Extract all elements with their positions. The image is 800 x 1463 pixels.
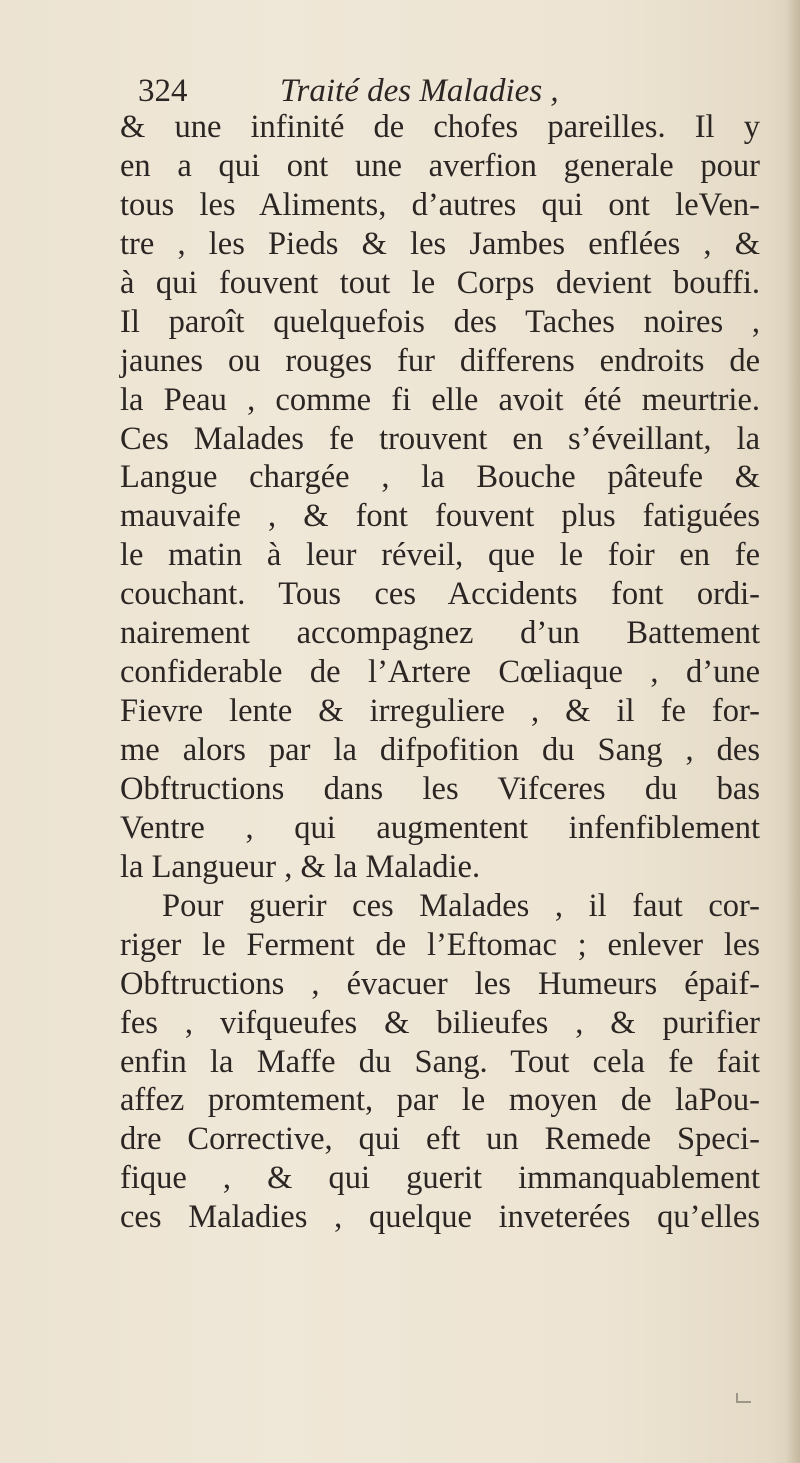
text-line: dre Corrective, qui eft un Remede Speci- xyxy=(120,1121,760,1158)
page-number: 324 xyxy=(138,73,188,109)
text-line: confiderable de l’Artere Cœliaque , d’une xyxy=(120,654,760,691)
text-line: fique , & qui guerit immanquablement xyxy=(120,1160,760,1197)
text-line: Obftructions dans les Vifceres du bas xyxy=(120,770,760,807)
body-text xyxy=(120,108,760,1237)
text-line: le matin à leur réveil, que le foir en fe xyxy=(120,537,760,574)
text-line: mauvaife , & font fouvent plus fatiguées xyxy=(120,498,760,535)
text-line: & une infinité de chofes pareilles. Il y xyxy=(120,109,760,145)
text-line: fes , vifqueufes & bilieufes , & purifier xyxy=(120,1004,760,1041)
page-edge-shadow xyxy=(786,0,800,1463)
text-line: couchant. Tous ces Accidents font ordi- xyxy=(120,576,760,613)
running-title: Traité des Maladies , xyxy=(280,73,559,109)
text-line: tous les Aliments, d’autres qui ont leVen- xyxy=(120,186,760,223)
page-corner-mark xyxy=(736,1393,751,1403)
text-line: Obftructions , évacuer les Humeurs épaif- xyxy=(120,965,760,1002)
text-line: Fievre lente & irreguliere , & il fe for- xyxy=(120,693,760,730)
text-line: la Langueur , & la Maladie. xyxy=(120,848,481,885)
text-line: riger le Ferment de l’Eftomac ; enlever les xyxy=(120,926,760,963)
text-line: me alors par la difpofition du Sang , des xyxy=(120,732,760,768)
text-line: affez promtement, par le moyen de laPou- xyxy=(120,1082,760,1119)
text-line: Ventre , qui augmentent infenfiblement xyxy=(120,809,760,846)
text-line: nairement accompagnez d’un Battement xyxy=(120,615,760,652)
text-line: en a qui ont une averfion generale pour xyxy=(120,147,760,184)
text-line: ces Maladies , quelque inveterées qu’elles xyxy=(120,1199,760,1236)
text-line: à qui fouvent tout le Corps devient bouffi. xyxy=(120,264,760,301)
text-line: Pour guerir ces Malades , il faut cor- xyxy=(162,887,760,924)
text-line: Il paroît quelquefois des Taches noires , xyxy=(120,303,760,340)
text-line: la Peau , comme fi elle avoit été meurtrie. xyxy=(120,381,760,418)
text-line: enfin la Maffe du Sang. Tout cela fe fait xyxy=(120,1043,760,1080)
text-line: Langue chargée , la Bouche pâteufe & xyxy=(120,459,760,496)
text-line: jaunes ou rouges fur differens endroits de xyxy=(120,342,760,379)
text-line: Ces Malades fe trouvent en s’éveillant, la xyxy=(120,420,760,457)
text-line: tre , les Pieds & les Jambes enflées , & xyxy=(120,225,760,262)
